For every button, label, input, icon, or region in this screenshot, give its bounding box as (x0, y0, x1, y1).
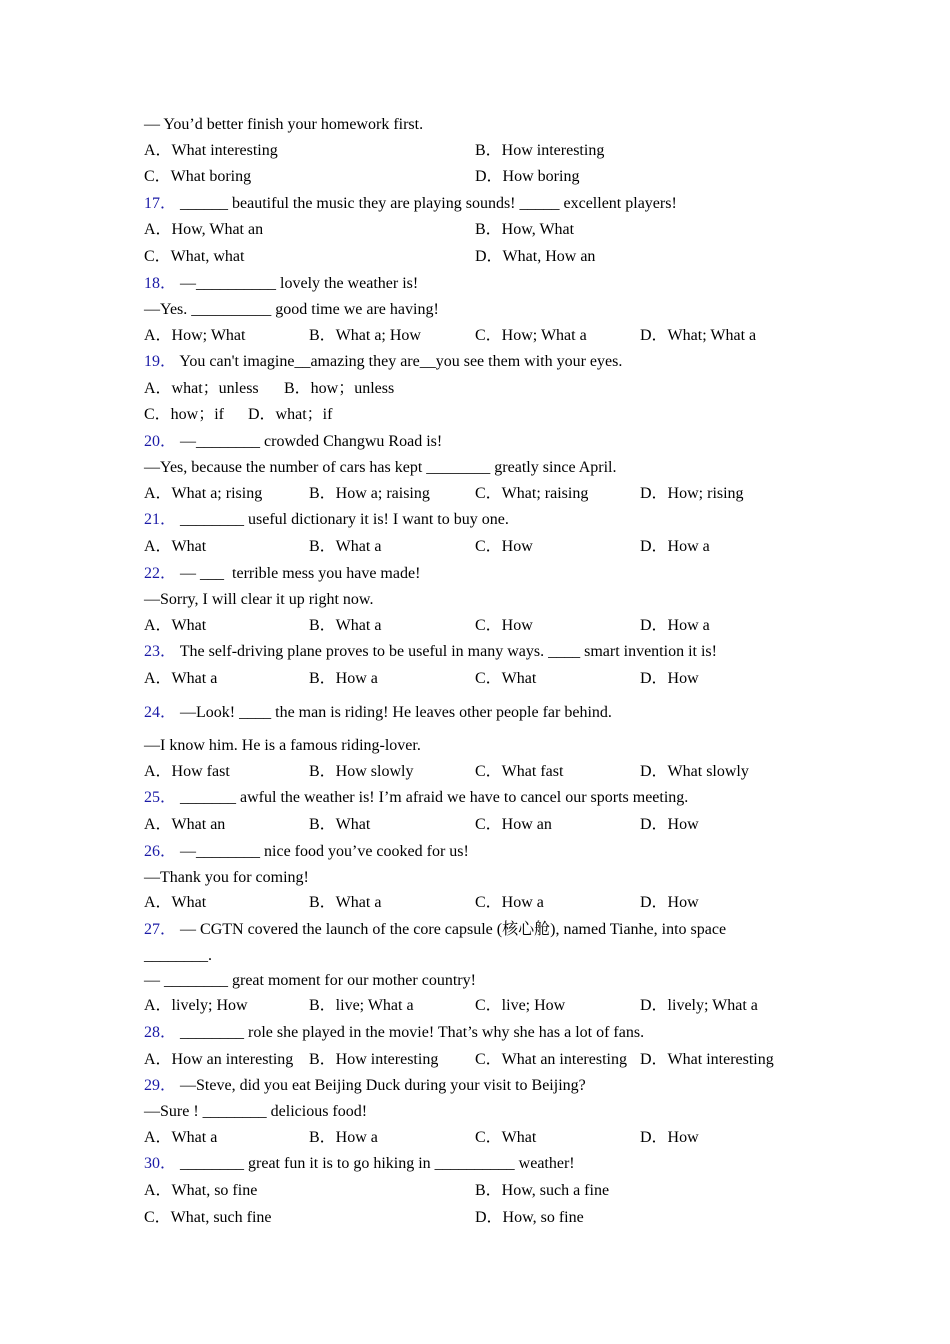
q30-option-a: A．What, so fine (144, 1182, 258, 1199)
q20-option-b: B．How a; raising (309, 485, 430, 502)
q20-option-c: C．What; raising (475, 485, 589, 502)
q25-option-c: C．How an (475, 816, 552, 833)
intro-line: — You’d better finish your homework first. (144, 116, 424, 133)
question-text: The self-driving plane proves to be useful in many ways. ____ smart invention it is! (179, 643, 717, 660)
q29-option-c: C．What (475, 1129, 537, 1146)
question-23 (144, 642, 717, 662)
question-28 (144, 1023, 644, 1043)
q25-option-a: A．What an (144, 816, 226, 833)
q27-option-d: D．lively; What a (640, 997, 758, 1014)
question-text: —________ crowded Changwu Road is! (180, 433, 443, 450)
q24-option-d: D．What slowly (640, 763, 749, 780)
question-27-line-2: ________. (144, 947, 212, 964)
q19-option-a: A．what；unless (144, 380, 259, 397)
q27-option-a: A．lively; How (144, 997, 248, 1014)
q21-option-d: D．How a (640, 538, 710, 555)
question-number: 26． (144, 843, 177, 860)
question-22 (144, 564, 420, 584)
q17-option-b: B．How, What (475, 221, 575, 238)
intro-option-c: C．What boring (144, 168, 252, 185)
q20-option-a: A．What a; rising (144, 485, 263, 502)
intro-option-a: A．What interesting (144, 142, 278, 159)
question-20 (144, 432, 442, 452)
q19-option-b: B．how；unless (284, 380, 395, 397)
question-text: —__________ lovely the weather is! (180, 275, 419, 292)
question-number: 23． (144, 643, 177, 660)
q24-option-c: C．What fast (475, 763, 564, 780)
q28-option-c: C．What an interesting (475, 1051, 627, 1068)
question-25 (144, 788, 688, 808)
q17-option-c: C．What, what (144, 248, 245, 265)
question-20-line-2: —Yes, because the number of cars has kept ________ greatly since April. (144, 459, 617, 476)
question-30 (144, 1154, 575, 1174)
q19-option-d: D．what；if (248, 406, 333, 423)
q30-option-b: B．How, such a fine (475, 1182, 610, 1199)
question-text: ________ useful dictionary it is! I want to buy one. (180, 511, 509, 528)
q21-option-b: B．What a (309, 538, 382, 555)
question-29 (144, 1076, 586, 1096)
question-number: 19． (144, 353, 177, 370)
q18-option-a: A．How; What (144, 327, 246, 344)
q30-option-d: D．How, so fine (475, 1209, 584, 1226)
question-text: —Look! ____ the man is riding! He leaves other people far behind. (180, 704, 612, 721)
q18-option-d: D．What; What a (640, 327, 757, 344)
question-17 (144, 194, 677, 214)
q22-option-c: C．How (475, 617, 533, 634)
question-19 (144, 352, 622, 372)
question-number: 21． (144, 511, 177, 528)
question-text: _______ awful the weather is! I’m afraid we have to cancel our sports meeting. (180, 789, 689, 806)
q23-option-a: A．What a (144, 670, 218, 687)
question-21 (144, 510, 509, 530)
question-text: ______ beautiful the music they are playing sounds! _____ excellent players! (180, 195, 677, 212)
question-number: 18． (144, 275, 177, 292)
question-number: 22． (144, 565, 177, 582)
question-number: 17． (144, 195, 177, 212)
question-text: — ___ terrible mess you have made! (180, 565, 421, 582)
question-text: ________ role she played in the movie! That’s why she has a lot of fans. (180, 1024, 645, 1041)
q25-option-d: D．How (640, 816, 699, 833)
q23-option-b: B．How a (309, 670, 378, 687)
intro-option-d: D．How boring (475, 168, 580, 185)
question-29-line-2: —Sure ! ________ delicious food! (144, 1103, 368, 1120)
q24-option-b: B．How slowly (309, 763, 414, 780)
question-26-line-2: —Thank you for coming! (144, 869, 309, 886)
q22-option-d: D．How a (640, 617, 710, 634)
question-22-line-2: —Sorry, I will clear it up right now. (144, 591, 374, 608)
q30-option-c: C．What, such fine (144, 1209, 272, 1226)
q23-option-d: D．How (640, 670, 699, 687)
question-27 (144, 920, 726, 940)
question-number: 25． (144, 789, 177, 806)
question-number: 24． (144, 704, 177, 721)
q26-option-c: C．How a (475, 894, 544, 911)
q21-option-a: A．What (144, 538, 207, 555)
q26-option-a: A．What (144, 894, 207, 911)
q18-option-c: C．How; What a (475, 327, 587, 344)
q29-option-a: A．What a (144, 1129, 218, 1146)
question-26 (144, 842, 469, 862)
intro-option-b: B．How interesting (475, 142, 605, 159)
question-number: 29． (144, 1077, 177, 1094)
q21-option-c: C．How (475, 538, 533, 555)
question-text: —________ nice food you’ve cooked for us! (180, 843, 469, 860)
question-24-line-2: —I know him. He is a famous riding-lover. (144, 737, 421, 754)
q19-option-c: C．how；if (144, 406, 225, 423)
question-number: 20． (144, 433, 177, 450)
question-text: ________ great fun it is to go hiking in __________ weather! (180, 1155, 575, 1172)
question-number: 30． (144, 1155, 177, 1172)
question-27-line-3: — ________ great moment for our mother country! (144, 972, 476, 989)
question-number: 27． (144, 921, 177, 938)
question-text: — CGTN covered the launch of the core capsule (核心舱), named Tianhe, into space (180, 921, 727, 938)
q28-option-a: A．How an interesting (144, 1051, 294, 1068)
question-text: You can't imagine__amazing they are__you see them with your eyes. (179, 353, 623, 370)
q27-option-b: B．live; What a (309, 997, 414, 1014)
q23-option-c: C．What (475, 670, 537, 687)
question-number: 28． (144, 1024, 177, 1041)
q18-option-b: B．What a; How (309, 327, 421, 344)
q29-option-d: D．How (640, 1129, 699, 1146)
q22-option-b: B．What a (309, 617, 382, 634)
q17-option-a: A．How, What an (144, 221, 264, 238)
q20-option-d: D．How; rising (640, 485, 744, 502)
question-18-line-2: —Yes. __________ good time we are having! (144, 301, 439, 318)
q22-option-a: A．What (144, 617, 207, 634)
q25-option-b: B．What (309, 816, 371, 833)
q26-option-b: B．What a (309, 894, 382, 911)
q29-option-b: B．How a (309, 1129, 378, 1146)
q26-option-d: D．How (640, 894, 699, 911)
q28-option-b: B．How interesting (309, 1051, 439, 1068)
question-18 (144, 274, 418, 294)
q17-option-d: D．What, How an (475, 248, 596, 265)
q28-option-d: D．What interesting (640, 1051, 774, 1068)
q24-option-a: A．How fast (144, 763, 230, 780)
question-text: —Steve, did you eat Beijing Duck during your visit to Beijing? (180, 1077, 586, 1094)
question-24 (144, 703, 612, 723)
q27-option-c: C．live; How (475, 997, 566, 1014)
